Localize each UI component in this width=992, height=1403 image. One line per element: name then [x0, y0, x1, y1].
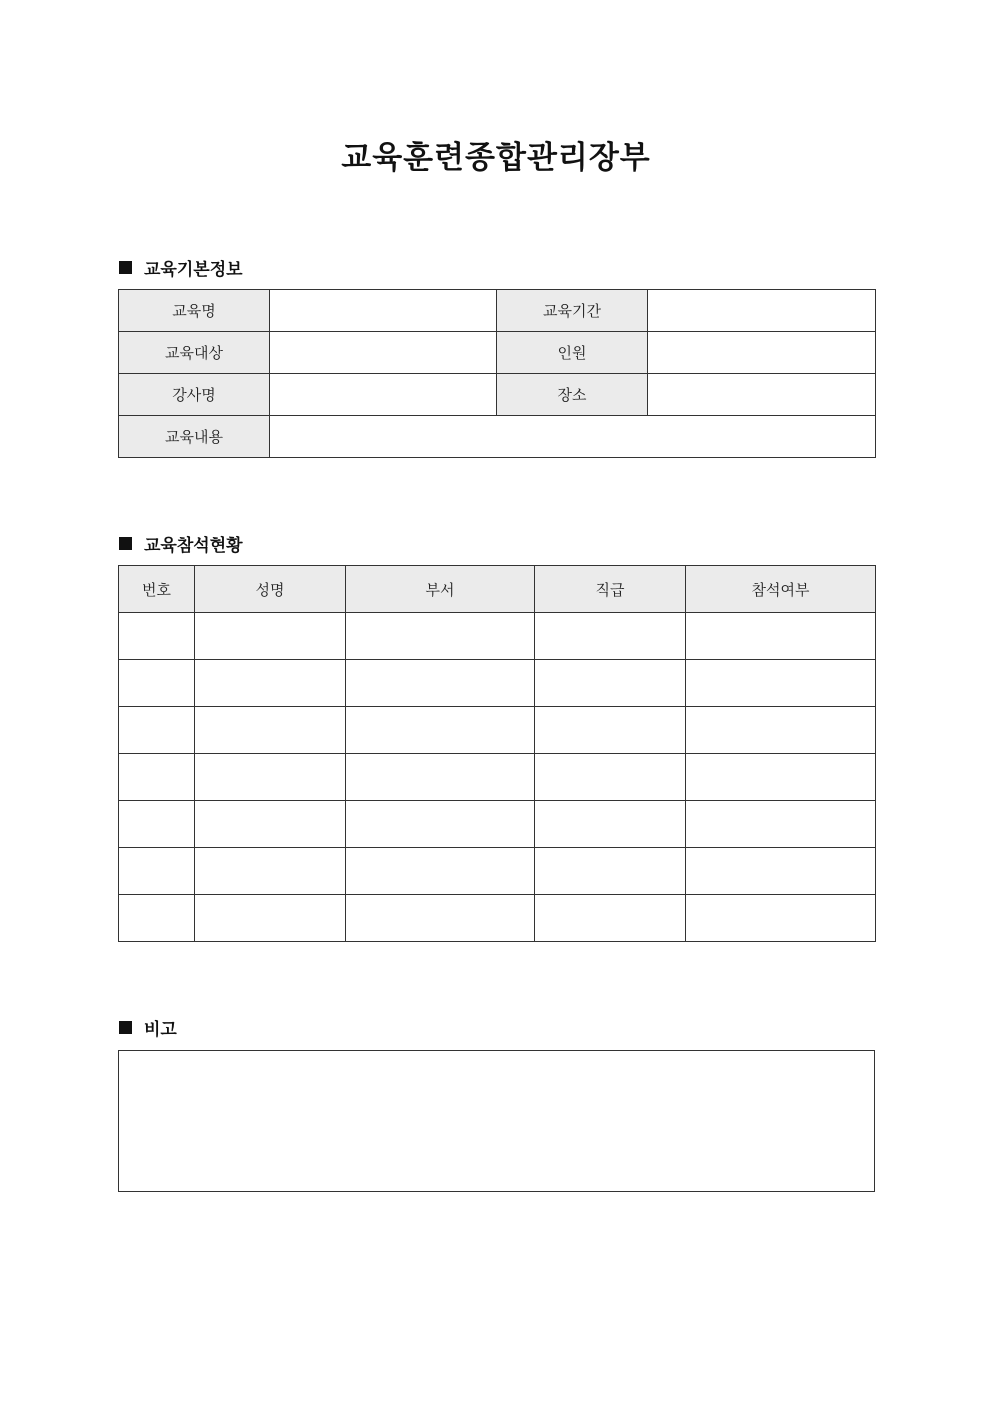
course-name-label: 교육명 — [119, 290, 270, 332]
section-notes-label: 비고 — [144, 1020, 177, 1040]
square-bullet-icon — [119, 1021, 132, 1034]
period-label: 교육기간 — [497, 290, 648, 332]
name-cell[interactable] — [195, 613, 346, 660]
number-cell[interactable] — [119, 613, 195, 660]
attendance-cell[interactable] — [686, 754, 876, 801]
attendance-table — [118, 565, 876, 942]
position-cell[interactable] — [535, 895, 686, 942]
notes-field[interactable] — [118, 1050, 875, 1192]
square-bullet-icon — [119, 537, 132, 550]
number-cell[interactable] — [119, 895, 195, 942]
name-cell[interactable] — [195, 660, 346, 707]
table-row — [119, 332, 876, 374]
table-row — [119, 416, 876, 458]
department-cell[interactable] — [346, 707, 535, 754]
header-number: 번호 — [119, 566, 195, 613]
table-row — [119, 290, 876, 332]
number-cell[interactable] — [119, 707, 195, 754]
page-title: 교육훈련종합관리장부 — [341, 140, 651, 176]
attendance-body — [119, 613, 876, 942]
attendance-cell[interactable] — [686, 660, 876, 707]
target-label: 교육대상 — [119, 332, 270, 374]
section-notes-heading — [119, 1015, 177, 1040]
content-label: 교육내용 — [119, 416, 270, 458]
instructor-label: 강사명 — [119, 374, 270, 416]
headcount-label: 인원 — [497, 332, 648, 374]
table-header-row — [119, 566, 876, 613]
period-field[interactable] — [648, 290, 876, 332]
name-cell[interactable] — [195, 707, 346, 754]
content-field[interactable] — [270, 416, 876, 458]
table-row — [119, 801, 876, 848]
department-cell[interactable] — [346, 801, 535, 848]
table-row — [119, 613, 876, 660]
name-cell[interactable] — [195, 754, 346, 801]
section-attendance-heading — [119, 531, 243, 556]
location-label: 장소 — [497, 374, 648, 416]
header-name: 성명 — [195, 566, 346, 613]
number-cell[interactable] — [119, 801, 195, 848]
name-cell[interactable] — [195, 801, 346, 848]
section-attendance-label: 교육참석현황 — [144, 536, 243, 556]
position-cell[interactable] — [535, 613, 686, 660]
header-attendance: 참석여부 — [686, 566, 876, 613]
name-cell[interactable] — [195, 848, 346, 895]
attendance-cell[interactable] — [686, 895, 876, 942]
table-row — [119, 707, 876, 754]
instructor-field[interactable] — [270, 374, 497, 416]
table-row — [119, 660, 876, 707]
table-row — [119, 754, 876, 801]
name-cell[interactable] — [195, 895, 346, 942]
headcount-field[interactable] — [648, 332, 876, 374]
header-position: 직급 — [535, 566, 686, 613]
course-name-field[interactable] — [270, 290, 497, 332]
department-cell[interactable] — [346, 660, 535, 707]
position-cell[interactable] — [535, 848, 686, 895]
attendance-cell[interactable] — [686, 613, 876, 660]
table-row — [119, 374, 876, 416]
attendance-cell[interactable] — [686, 848, 876, 895]
position-cell[interactable] — [535, 707, 686, 754]
section-basic-label: 교육기본정보 — [144, 260, 243, 280]
number-cell[interactable] — [119, 754, 195, 801]
position-cell[interactable] — [535, 754, 686, 801]
department-cell[interactable] — [346, 754, 535, 801]
department-cell[interactable] — [346, 848, 535, 895]
position-cell[interactable] — [535, 801, 686, 848]
table-row — [119, 848, 876, 895]
attendance-cell[interactable] — [686, 801, 876, 848]
attendance-cell[interactable] — [686, 707, 876, 754]
target-field[interactable] — [270, 332, 497, 374]
number-cell[interactable] — [119, 660, 195, 707]
section-basic-heading — [119, 255, 243, 280]
header-department: 부서 — [346, 566, 535, 613]
table-row — [119, 895, 876, 942]
location-field[interactable] — [648, 374, 876, 416]
department-cell[interactable] — [346, 613, 535, 660]
number-cell[interactable] — [119, 848, 195, 895]
square-bullet-icon — [119, 261, 132, 274]
position-cell[interactable] — [535, 660, 686, 707]
department-cell[interactable] — [346, 895, 535, 942]
basic-info-table — [118, 289, 876, 458]
